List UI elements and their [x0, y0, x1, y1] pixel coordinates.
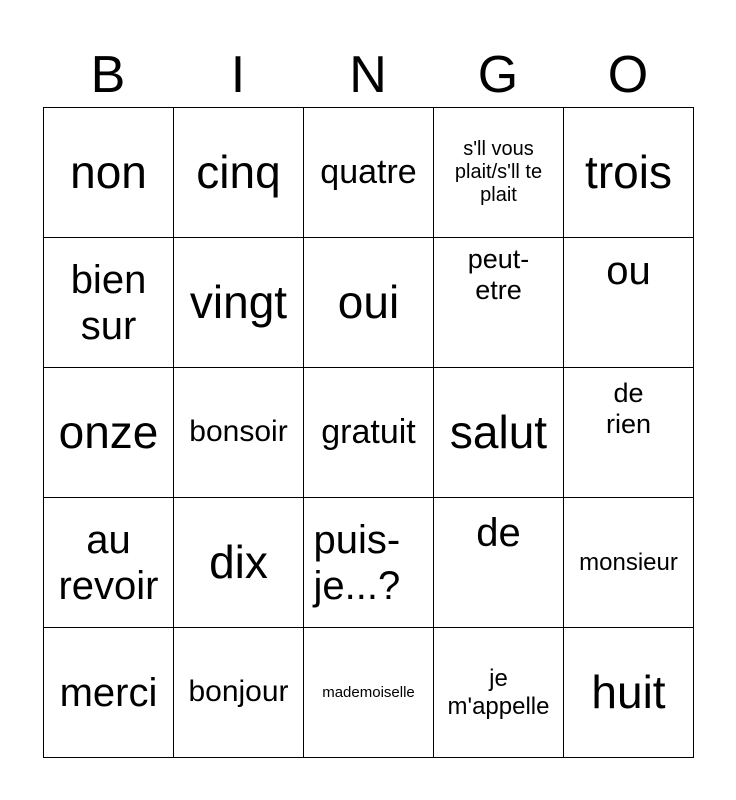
cell-text: puis-je...?: [313, 517, 401, 608]
cell-text: salut: [449, 406, 548, 459]
cell-text: non: [70, 146, 147, 199]
bingo-cell[interactable]: [564, 628, 694, 758]
bingo-cell[interactable]: [564, 238, 694, 368]
bingo-cell[interactable]: [304, 628, 434, 758]
cell-text: au revoir: [58, 517, 159, 608]
cell-text: onze: [58, 406, 159, 459]
bingo-cell[interactable]: [174, 238, 304, 368]
bingo-cell[interactable]: [174, 368, 304, 498]
bingo-cell[interactable]: [304, 238, 434, 368]
cell-text: oui: [337, 276, 400, 329]
cell-text: vingt: [189, 276, 288, 329]
bingo-cell[interactable]: [304, 108, 434, 238]
bingo-header: [43, 44, 693, 106]
cell-text: dix: [209, 536, 268, 589]
cell-text: mademoiselle: [322, 683, 415, 701]
bingo-cell[interactable]: [564, 498, 694, 628]
bingo-cell[interactable]: [44, 108, 174, 238]
cell-text: gratuit: [321, 412, 416, 451]
header-letter-g: G: [477, 46, 519, 104]
bingo-cell[interactable]: [44, 238, 174, 368]
bingo-cell[interactable]: [304, 368, 434, 498]
cell-text: peut-etre: [467, 244, 530, 306]
bingo-cell[interactable]: [434, 108, 564, 238]
header-letter-b: B: [90, 46, 126, 104]
bingo-cell[interactable]: [434, 238, 564, 368]
cell-text: bien sur: [70, 257, 147, 348]
header-letter-n: N: [349, 46, 387, 104]
header-letter-o: O: [607, 46, 649, 104]
cell-text: s'll vous plait/s'll te plait: [454, 138, 543, 206]
bingo-cell[interactable]: [174, 628, 304, 758]
cell-text: monsieur: [579, 548, 678, 576]
bingo-cell[interactable]: [44, 628, 174, 758]
cell-text: merci: [59, 670, 158, 715]
bingo-cell[interactable]: [304, 498, 434, 628]
cell-text: cinq: [196, 146, 281, 199]
header-letter-i: I: [230, 46, 246, 104]
bingo-cell[interactable]: [44, 498, 174, 628]
bingo-cell[interactable]: [174, 498, 304, 628]
cell-text: bonsoir: [189, 415, 288, 449]
cell-text: de rien: [605, 378, 652, 440]
bingo-cell[interactable]: [564, 108, 694, 238]
cell-text: de: [476, 511, 521, 555]
cell-text: huit: [591, 666, 666, 719]
bingo-cell[interactable]: [174, 108, 304, 238]
bingo-cell[interactable]: [434, 498, 564, 628]
bingo-cell[interactable]: [434, 628, 564, 758]
bingo-cell[interactable]: [564, 368, 694, 498]
bingo-card-grid: [43, 107, 694, 758]
cell-text: quatre: [320, 152, 417, 191]
cell-text: ou: [606, 249, 651, 293]
bingo-cell[interactable]: [434, 368, 564, 498]
cell-text: bonjour: [188, 675, 289, 709]
cell-text: je m'appelle: [447, 664, 550, 720]
cell-text: trois: [585, 146, 672, 199]
bingo-cell[interactable]: [44, 368, 174, 498]
